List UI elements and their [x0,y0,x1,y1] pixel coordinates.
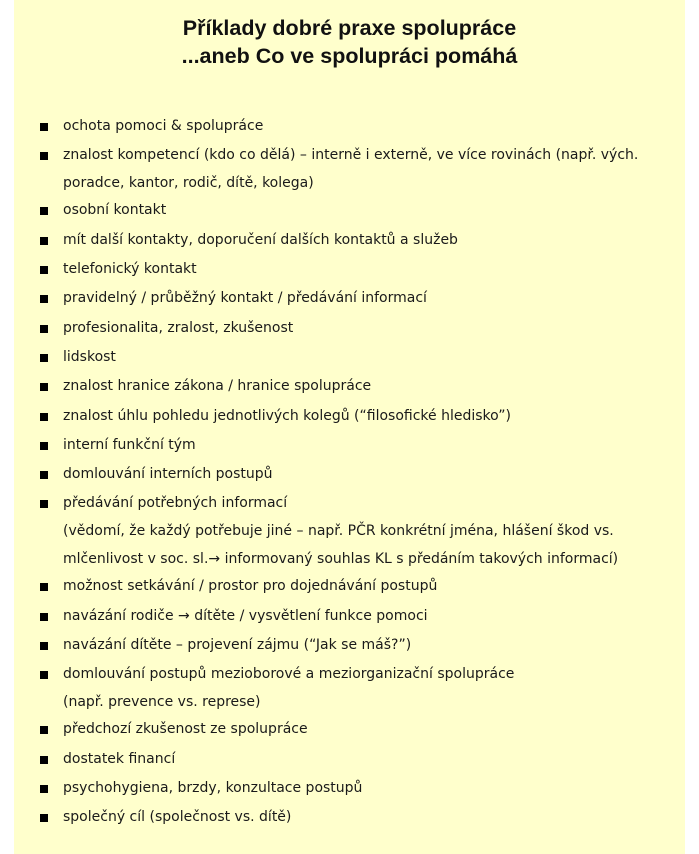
list-item [14,256,685,285]
list-item [14,373,685,402]
square-bullet-icon [40,354,48,362]
list-item-text: navázání rodiče → dítěte / vysvětlení funkce pomoci [63,607,428,624]
list-item-text: mlčenlivost v soc. sl.→ informovaný souhlas KL s předáním takových informací) [63,550,619,567]
list-item-text: profesionalita, zralost, zkušenost [63,319,294,336]
list-item-text: znalost hranice zákona / hranice spolupráce [63,378,372,395]
square-bullet-icon [40,152,48,160]
list-item-text: ochota pomoci & spolupráce [63,118,264,134]
list-item-text: možnost setkávání / prostor pro dojednávání postupů [63,578,438,595]
square-bullet-icon [40,671,48,679]
square-bullet-icon [40,207,48,215]
list-item [14,461,685,490]
list-item-text: znalost kompetencí (kdo co dělá) – interně i externě, ve více rovinách (např. vých. [63,147,639,164]
list-item [14,661,685,716]
list-item-text: poradce, kantor, rodič, dítě, kolega) [63,174,314,191]
list-item-text: telefonický kontakt [63,261,197,278]
list-item [14,403,685,432]
square-bullet-icon [40,325,48,333]
list-item [14,775,685,804]
square-bullet-icon [40,726,48,734]
list-item-text: psychohygiena, brzdy, konzultace postupů [63,779,363,796]
list-item [14,632,685,661]
list-item-text: osobní kontakt [63,202,167,219]
square-bullet-icon [40,266,48,274]
list-item [14,716,685,745]
list-item [14,432,685,461]
list-item-text: navázání dítěte – projevení zájmu (“Jak se máš?”) [63,636,412,653]
square-bullet-icon [40,295,48,303]
list-item [14,315,685,344]
list-item-text: dostatek financí [63,750,176,767]
list-item-text: znalost úhlu pohledu jednotlivých kolegů (“filosofické hledisko”) [63,407,511,424]
bullet-list [14,113,685,834]
square-bullet-icon [40,383,48,391]
square-bullet-icon [40,814,48,822]
list-item-text: domlouvání interních postupů [63,466,273,483]
list-item [14,197,685,226]
list-item-text: interní funkční tým [63,436,196,453]
square-bullet-icon [40,756,48,764]
list-item [14,285,685,314]
list-item [14,804,685,833]
list-item-text: pravidelný / průběžný kontakt / předávání informací [63,290,427,307]
list-item-text: (vědomí, že každý potřebuje jiné – např. PČR konkrétní jména, hlášení škod vs. [63,523,614,540]
square-bullet-icon [40,123,48,131]
list-item [14,490,685,573]
list-item [14,344,685,373]
square-bullet-icon [40,471,48,479]
list-item [14,227,685,256]
square-bullet-icon [40,413,48,421]
list-item [14,603,685,632]
square-bullet-icon [40,583,48,591]
title-line-1: Příklady dobré praxe spolupráce [182,16,517,40]
list-item-text: (např. prevence vs. represe) [63,693,261,710]
list-item [14,746,685,775]
list-item-text: společný cíl (společnost vs. dítě) [63,809,292,826]
list-item [14,142,685,197]
list-item-text: lidskost [63,348,116,365]
square-bullet-icon [40,785,48,793]
square-bullet-icon [40,613,48,621]
list-item-text: předávání potřebných informací [63,495,288,512]
square-bullet-icon [40,442,48,450]
list-item [14,113,685,142]
square-bullet-icon [40,237,48,245]
title-line-2: ...aneb Co ve spolupráci pomáhá [181,44,518,68]
list-item-text: mít další kontakty, doporučení dalších kontaktů a služeb [63,231,458,248]
list-item-text: předchozí zkušenost ze spolupráce [63,721,308,738]
square-bullet-icon [40,500,48,508]
slide [14,0,685,854]
list-item [14,573,685,602]
page-title [14,14,685,70]
square-bullet-icon [40,642,48,650]
list-item-text: domlouvání postupů mezioborové a meziorganizační spolupráce [63,666,515,683]
